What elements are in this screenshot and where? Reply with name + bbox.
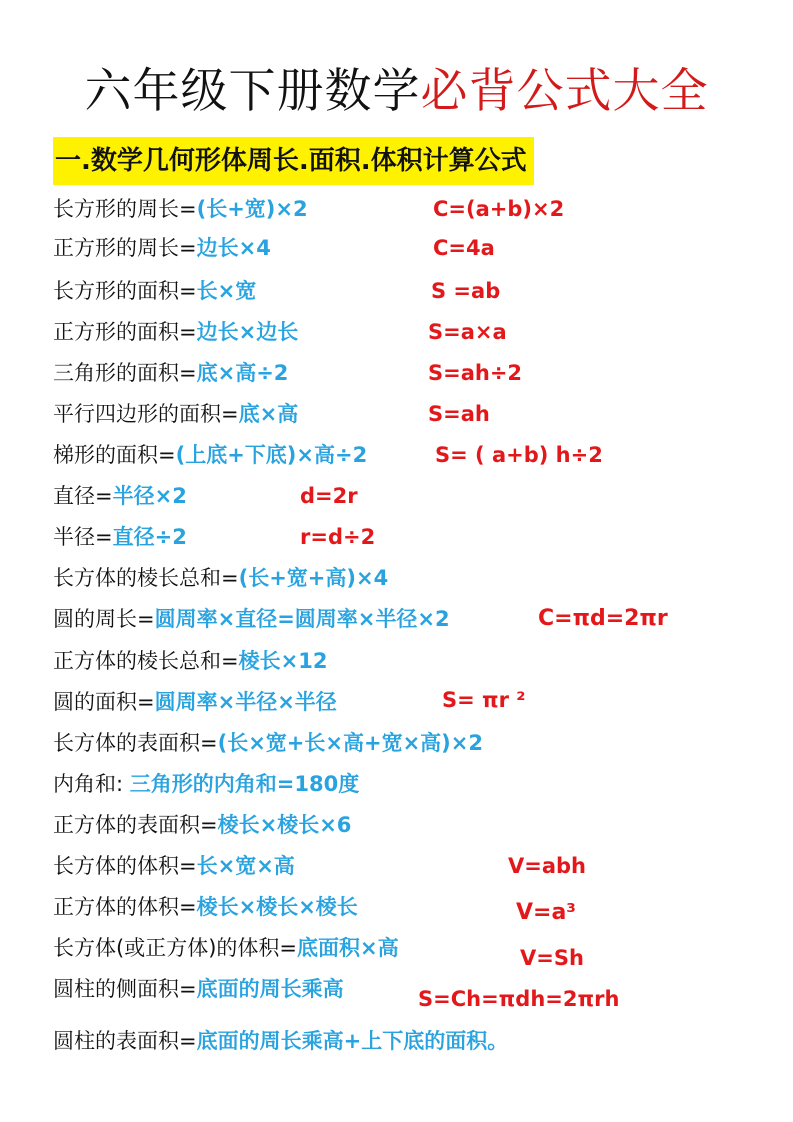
formula-value: (上底+下底)×高÷2 bbox=[175, 443, 368, 467]
formula-label: 圆柱的表面积= bbox=[53, 1029, 197, 1053]
formula-symbol: C=4a bbox=[433, 236, 495, 260]
formula-label: 长方体的体积= bbox=[53, 854, 197, 878]
formula-label: 内角和: bbox=[53, 772, 130, 796]
formula-symbol: C=πd=2πr bbox=[538, 606, 668, 631]
formula-row bbox=[53, 934, 399, 962]
formula-value: 底面的周长乘高+上下底的面积。 bbox=[196, 1029, 509, 1053]
formula-symbol: V=Sh bbox=[520, 946, 584, 970]
formula-value: 长×宽×高 bbox=[196, 854, 295, 878]
formula-label: 平行四边形的面积= bbox=[53, 402, 239, 426]
formula-row bbox=[53, 811, 351, 839]
formula-row bbox=[53, 893, 358, 921]
formula-value: 边长×4 bbox=[196, 236, 271, 260]
formula-symbol: S=ah bbox=[428, 402, 490, 426]
formula-symbol: S=a×a bbox=[428, 320, 507, 344]
formula-label: 梯形的面积= bbox=[53, 443, 176, 467]
formula-value: 棱长×棱长×6 bbox=[217, 813, 352, 837]
formula-row bbox=[53, 605, 450, 633]
formula-row bbox=[53, 359, 288, 387]
formula-value: 棱长×12 bbox=[238, 649, 328, 673]
formula-label: 长方形的周长= bbox=[53, 197, 197, 221]
formula-label: 正方形的面积= bbox=[53, 320, 197, 344]
formula-row bbox=[53, 647, 327, 675]
formula-symbol: S =ab bbox=[431, 279, 501, 303]
formula-symbol: S= πr ² bbox=[442, 688, 526, 712]
formula-row bbox=[53, 482, 187, 510]
formula-symbol: C=(a+b)×2 bbox=[433, 197, 565, 221]
formula-row bbox=[53, 441, 367, 469]
formula-value: 直径÷2 bbox=[112, 525, 187, 549]
formula-label: 圆的周长= bbox=[53, 607, 155, 631]
formula-symbol: S= ( a+b) h÷2 bbox=[435, 443, 603, 467]
formula-symbol: r=d÷2 bbox=[300, 525, 376, 549]
section-heading: 一.数学几何形体周长.面积.体积计算公式 bbox=[53, 137, 534, 185]
formula-row bbox=[53, 688, 337, 716]
formula-row bbox=[53, 318, 298, 346]
formula-label: 正方体的表面积= bbox=[53, 813, 218, 837]
formula-symbol: V=a³ bbox=[516, 900, 576, 925]
formula-value: 长×宽 bbox=[196, 279, 257, 303]
formula-symbol: V=abh bbox=[508, 854, 587, 878]
formula-value: 圆周率×直径=圆周率×半径×2 bbox=[154, 607, 450, 631]
formula-row bbox=[53, 523, 187, 551]
formula-row bbox=[53, 195, 308, 223]
title-black-part: 六年级下册数学 bbox=[84, 64, 421, 119]
formula-value: (长+宽)×2 bbox=[196, 197, 308, 221]
formula-symbol: S=ah÷2 bbox=[428, 361, 523, 385]
formula-row bbox=[53, 234, 271, 262]
formula-symbol: S=Ch=πdh=2πrh bbox=[418, 987, 620, 1011]
formula-label: 半径= bbox=[53, 525, 113, 549]
formula-label: 直径= bbox=[53, 484, 113, 508]
formula-label: 三角形的面积= bbox=[53, 361, 197, 385]
formula-symbol: d=2r bbox=[300, 484, 358, 508]
page-title bbox=[0, 62, 793, 122]
formula-value: 底面的周长乘高 bbox=[196, 977, 344, 1001]
formula-label: 正方形的周长= bbox=[53, 236, 197, 260]
formula-row bbox=[53, 1027, 508, 1055]
formula-value: 半径×2 bbox=[112, 484, 187, 508]
formula-row bbox=[53, 770, 359, 798]
formula-label: 长方体的表面积= bbox=[53, 731, 218, 755]
formula-value: (长×宽+长×高+宽×高)×2 bbox=[217, 731, 483, 755]
formula-label: 正方体的体积= bbox=[53, 895, 197, 919]
title-red-part: 必背公式大全 bbox=[420, 64, 709, 119]
formula-label: 长方体的棱长总和= bbox=[53, 566, 239, 590]
formula-label: 长方体(或正方体)的体积= bbox=[53, 936, 297, 960]
formula-row bbox=[53, 852, 295, 880]
formula-value: 底×高÷2 bbox=[196, 361, 289, 385]
formula-label: 长方形的面积= bbox=[53, 279, 197, 303]
formula-row bbox=[53, 400, 298, 428]
formula-value: 边长×边长 bbox=[196, 320, 299, 344]
formula-row bbox=[53, 975, 344, 1003]
formula-label: 圆的面积= bbox=[53, 690, 155, 714]
formula-label: 正方体的棱长总和= bbox=[53, 649, 239, 673]
formula-row bbox=[53, 564, 388, 592]
formula-value: 底面积×高 bbox=[296, 936, 399, 960]
formula-label: 圆柱的侧面积= bbox=[53, 977, 197, 1001]
formula-row bbox=[53, 277, 256, 305]
formula-value: 圆周率×半径×半径 bbox=[154, 690, 337, 714]
formula-value: 底×高 bbox=[238, 402, 299, 426]
formula-row bbox=[53, 729, 483, 757]
formula-value: 棱长×棱长×棱长 bbox=[196, 895, 358, 919]
formula-value: 三角形的内角和=180度 bbox=[129, 772, 360, 796]
formula-value: (长+宽+高)×4 bbox=[238, 566, 389, 590]
